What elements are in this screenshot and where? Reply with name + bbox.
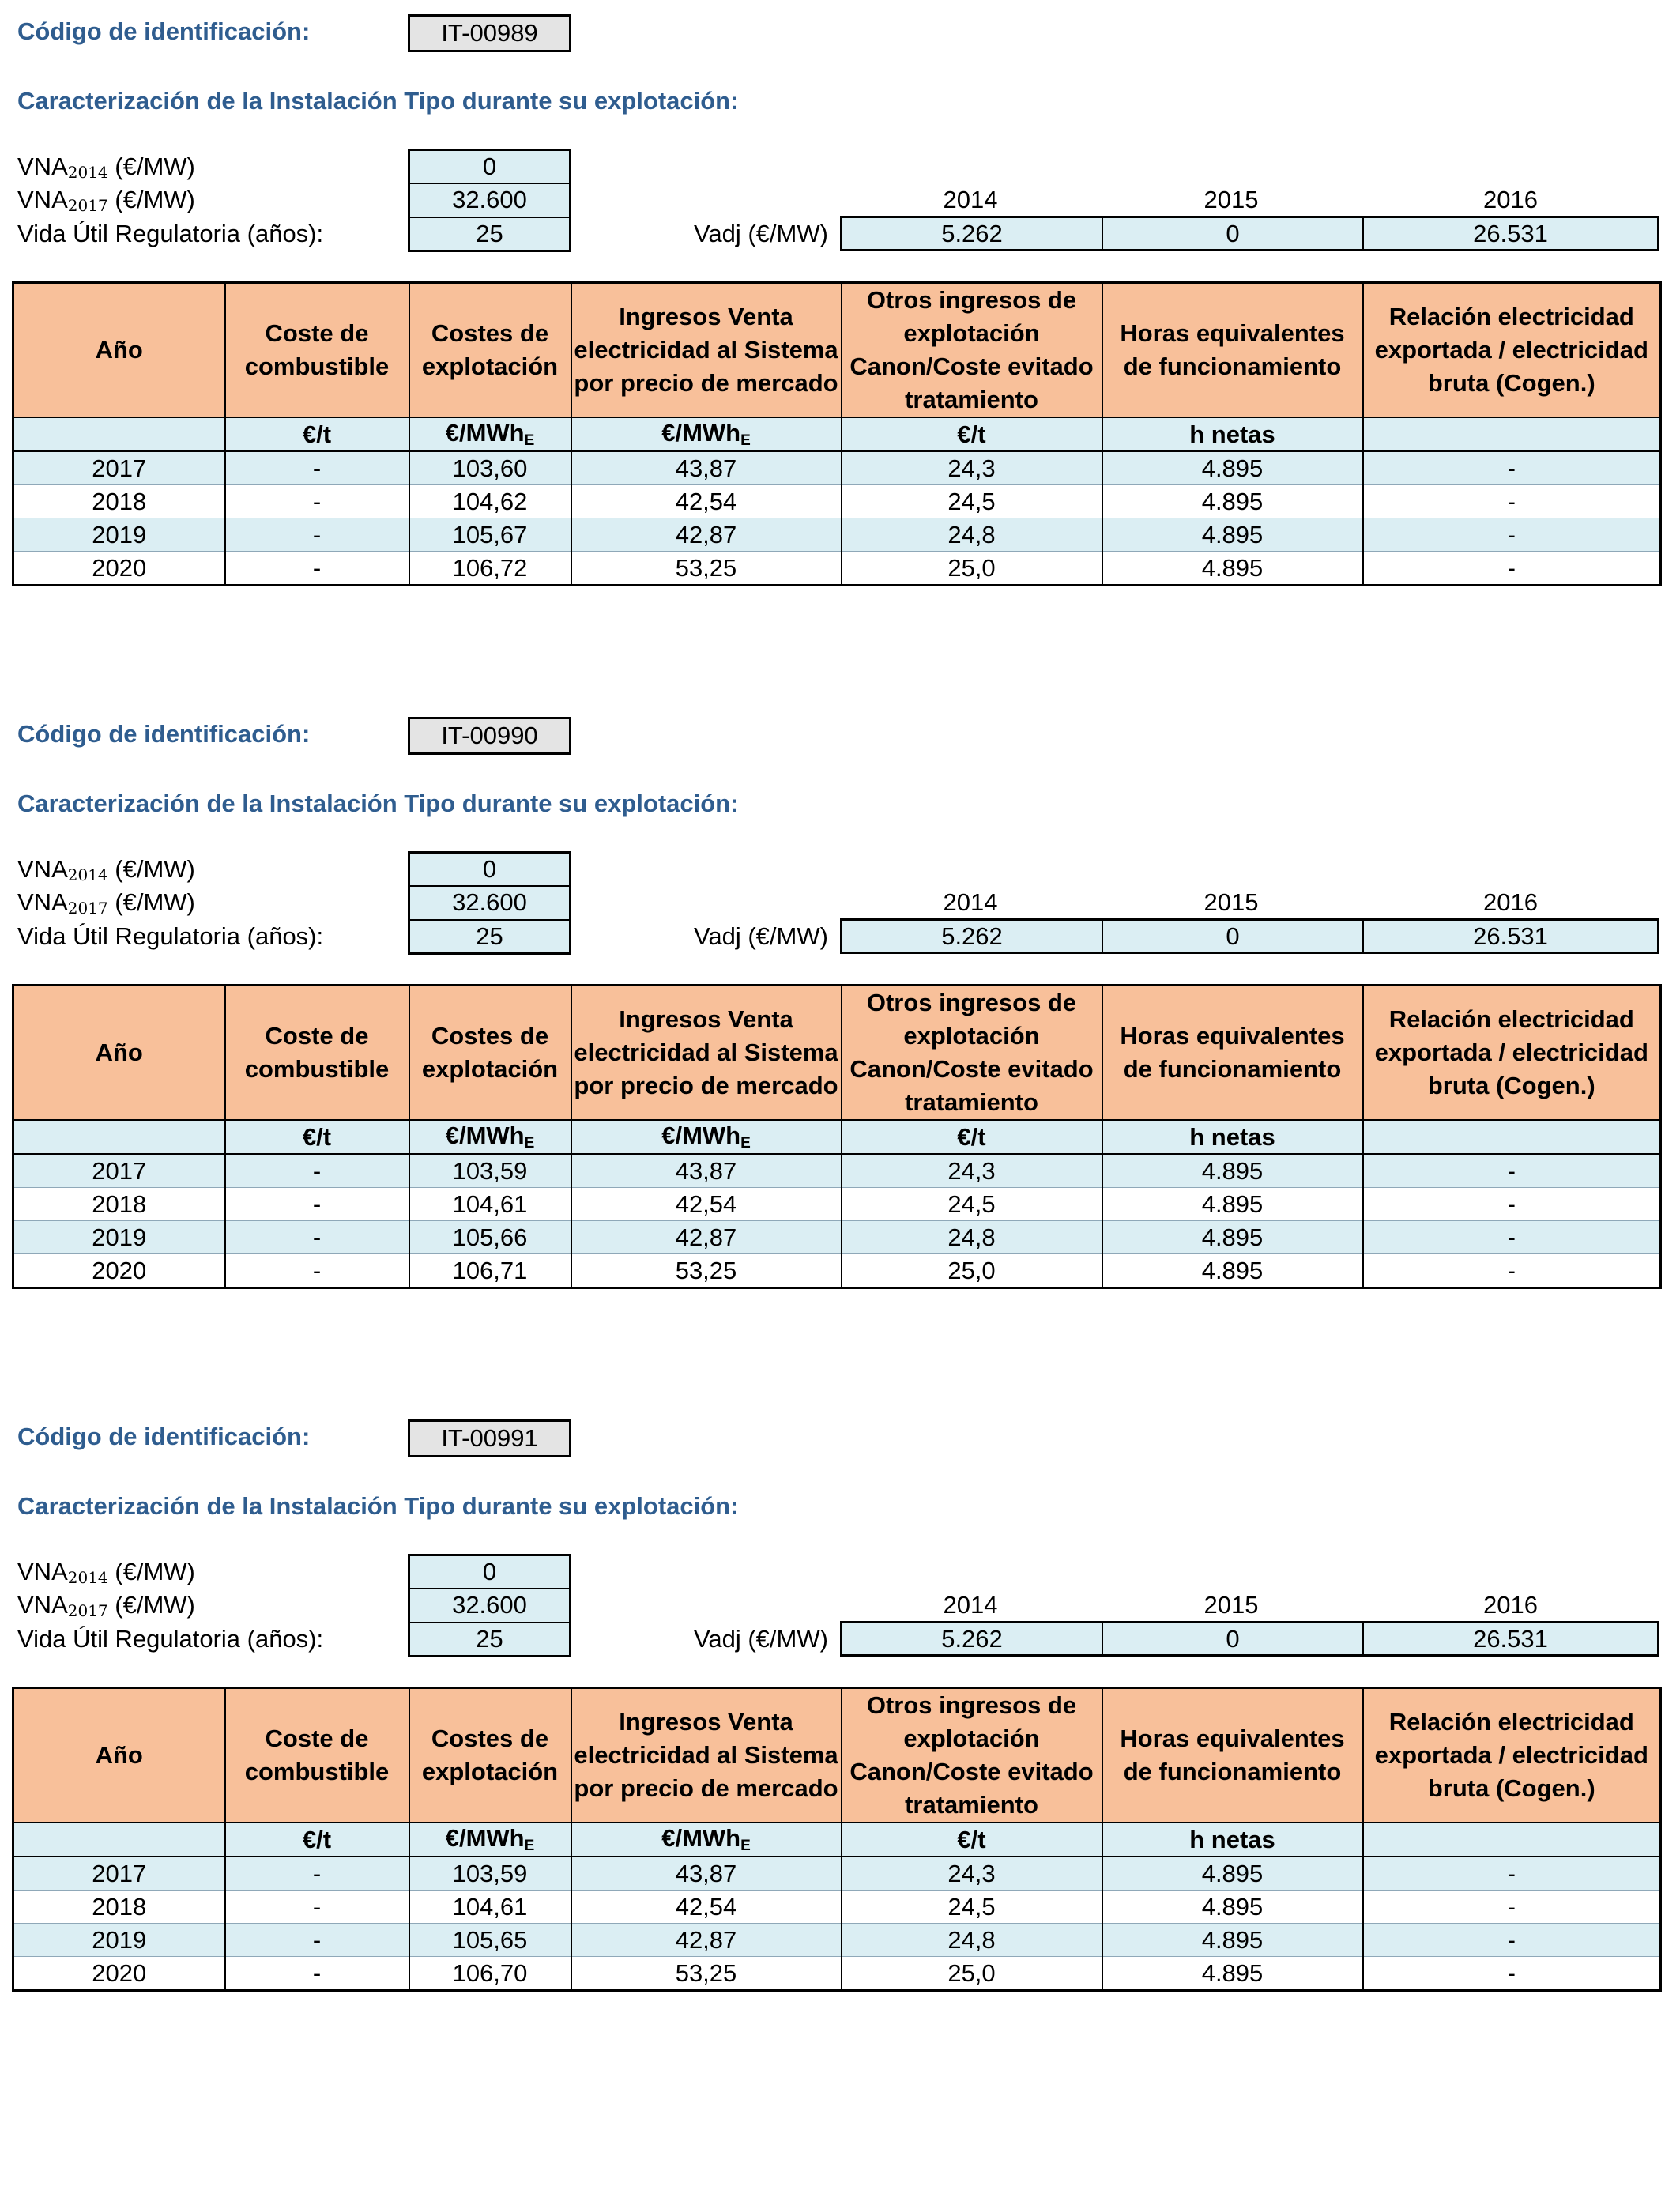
table-cell: 43,87 xyxy=(571,1154,842,1188)
table-cell: - xyxy=(1363,1957,1661,1991)
unit-explotacion: €/MWh$_E$ xyxy=(409,1823,571,1857)
table-cell: 24,3 xyxy=(842,1857,1102,1891)
table-row xyxy=(13,1891,1661,1924)
table-cell: 105,67 xyxy=(409,518,571,552)
table-cell: 104,61 xyxy=(409,1891,571,1924)
table-cell: 25,0 xyxy=(842,552,1102,586)
vida-util-value: 25 xyxy=(476,922,503,950)
table-cell: 24,8 xyxy=(842,1221,1102,1254)
header-costes-explotacion: Costes de explotación xyxy=(409,986,571,1121)
header-otros-ingresos: Otros ingresos de explotación Canon/Coste evitado tratamiento xyxy=(842,1688,1102,1823)
table-cell: 24,5 xyxy=(842,1188,1102,1221)
table-cell: 2017 xyxy=(13,451,225,485)
unit-ingresos: €/MWh$_E$ xyxy=(571,417,842,451)
table-cell: 2017 xyxy=(13,1154,225,1188)
table-cell: - xyxy=(225,451,409,485)
table-cell: 25,0 xyxy=(842,1254,1102,1288)
header-relacion-electricidad: Relación electricidad exportada / electricidad bruta (Cogen.) xyxy=(1363,986,1661,1121)
header-otros-ingresos: Otros ingresos de explotación Canon/Coste evitado tratamiento xyxy=(842,283,1102,418)
unit-horas: h netas xyxy=(1102,1120,1363,1154)
table-cell: 42,54 xyxy=(571,1188,842,1221)
vadj-label: Vadj (€/MW) xyxy=(694,220,828,247)
vna2017-value: 32.600 xyxy=(410,184,569,217)
codigo-value: IT-00990 xyxy=(408,717,571,755)
vna-values-box xyxy=(408,1554,571,1657)
table-row xyxy=(13,552,1661,586)
table-cell: - xyxy=(1363,1857,1661,1891)
caracterizacion-heading: Caracterización de la Instalación Tipo durante su explotación: xyxy=(17,790,739,817)
header-ingresos-venta: Ingresos Venta electricidad al Sistema por precio de mercado xyxy=(571,283,842,418)
table-cell: 2019 xyxy=(13,518,225,552)
table-cell: - xyxy=(225,1154,409,1188)
table-row xyxy=(13,485,1661,518)
table-cell: 105,65 xyxy=(409,1924,571,1957)
vna2014-label: $VNA_{2014}$ (€/MW) xyxy=(17,1558,195,1587)
vna2017-value: 32.600 xyxy=(410,887,569,920)
vida-util-value: 25 xyxy=(476,219,503,247)
year-2015-label: 2015 xyxy=(1203,888,1259,916)
table-cell: 43,87 xyxy=(571,451,842,485)
unit-otros: €/t xyxy=(842,417,1102,451)
vna2014-value: 0 xyxy=(410,1556,569,1589)
unit-relacion xyxy=(1363,1823,1661,1857)
table-row xyxy=(13,518,1661,552)
unit-combustible: €/t xyxy=(225,1120,409,1154)
caracterizacion-heading: Caracterización de la Instalación Tipo durante su explotación: xyxy=(17,1492,739,1520)
table-cell: 2017 xyxy=(13,1857,225,1891)
header-ingresos-venta: Ingresos Venta electricidad al Sistema por precio de mercado xyxy=(571,1688,842,1823)
vadj-2015-value: 0 xyxy=(1103,218,1364,249)
table-units-row xyxy=(13,417,1661,451)
table-row xyxy=(13,1254,1661,1288)
year-2014-label: 2014 xyxy=(943,1591,998,1619)
vna2014-value: 0 xyxy=(410,151,569,184)
table-cell: 25,0 xyxy=(842,1957,1102,1991)
header-horas-equivalentes: Horas equivalentes de funcionamiento xyxy=(1102,283,1363,418)
unit-horas: h netas xyxy=(1102,417,1363,451)
table-cell: 2018 xyxy=(13,1891,225,1924)
table-cell: - xyxy=(1363,1924,1661,1957)
vna2017-label: $VNA_{2017}$ (€/MW) xyxy=(17,1591,195,1620)
vna-values-box xyxy=(408,149,571,252)
vadj-2016-value: 26.531 xyxy=(1473,219,1548,247)
explotacion-table xyxy=(12,984,1662,1289)
header-ingresos-venta: Ingresos Venta electricidad al Sistema por precio de mercado xyxy=(571,986,842,1121)
table-cell: 42,87 xyxy=(571,1221,842,1254)
table-header-row xyxy=(13,986,1661,1121)
caracterizacion-heading: Caracterización de la Instalación Tipo durante su explotación: xyxy=(17,87,739,115)
table-units-row xyxy=(13,1120,1661,1154)
unit-otros: €/t xyxy=(842,1823,1102,1857)
table-cell: - xyxy=(1363,1221,1661,1254)
table-cell: 104,62 xyxy=(409,485,571,518)
table-cell: 24,5 xyxy=(842,485,1102,518)
table-cell: - xyxy=(225,1188,409,1221)
table-cell: 42,87 xyxy=(571,1924,842,1957)
table-cell: 4.895 xyxy=(1102,1957,1363,1991)
table-cell: - xyxy=(1363,485,1661,518)
vida-util-label: Vida Útil Regulatoria (años): xyxy=(17,922,324,950)
table-cell: 2020 xyxy=(13,1957,225,1991)
unit-ingresos: €/MWh$_E$ xyxy=(571,1823,842,1857)
table-cell: 2018 xyxy=(13,485,225,518)
installation-section-1 xyxy=(0,0,1680,703)
unit-combustible: €/t xyxy=(225,417,409,451)
table-cell: 106,72 xyxy=(409,552,571,586)
year-2015-label: 2015 xyxy=(1203,186,1259,213)
explotacion-table xyxy=(12,281,1662,586)
vadj-2016-value: 26.531 xyxy=(1473,922,1548,950)
header-relacion-electricidad: Relación electricidad exportada / electricidad bruta (Cogen.) xyxy=(1363,1688,1661,1823)
table-header-row xyxy=(13,1688,1661,1823)
year-2014-label: 2014 xyxy=(943,888,998,916)
vadj-values-row xyxy=(840,918,1659,954)
table-row xyxy=(13,1154,1661,1188)
vadj-label: Vadj (€/MW) xyxy=(694,922,828,950)
unit-anio xyxy=(13,1120,225,1154)
table-cell: - xyxy=(1363,552,1661,586)
table-cell: 24,8 xyxy=(842,1924,1102,1957)
vna2017-label: $VNA_{2017}$ (€/MW) xyxy=(17,186,195,215)
table-cell: - xyxy=(225,1924,409,1957)
table-cell: 4.895 xyxy=(1102,1924,1363,1957)
table-row xyxy=(13,1957,1661,1991)
vadj-2015-value: 0 xyxy=(1103,921,1364,952)
year-2016-label: 2016 xyxy=(1483,888,1538,916)
vadj-2016-value: 26.531 xyxy=(1473,1624,1548,1653)
table-units-row xyxy=(13,1823,1661,1857)
table-cell: 4.895 xyxy=(1102,1221,1363,1254)
unit-horas: h netas xyxy=(1102,1823,1363,1857)
table-cell: 4.895 xyxy=(1102,1254,1363,1288)
table-cell: 24,3 xyxy=(842,1154,1102,1188)
table-cell: 42,54 xyxy=(571,485,842,518)
year-2016-label: 2016 xyxy=(1483,186,1538,213)
table-cell: 103,59 xyxy=(409,1154,571,1188)
table-cell: 53,25 xyxy=(571,1957,842,1991)
table-row xyxy=(13,1188,1661,1221)
header-coste-combustible: Coste de combustible xyxy=(225,1688,409,1823)
installation-section-3 xyxy=(0,1405,1680,2109)
vida-util-label: Vida Útil Regulatoria (años): xyxy=(17,220,324,247)
table-cell: 42,87 xyxy=(571,518,842,552)
header-anio: Año xyxy=(13,986,225,1121)
vadj-2015-value: 0 xyxy=(1103,1623,1364,1654)
table-cell: 104,61 xyxy=(409,1188,571,1221)
codigo-label: Código de identificación: xyxy=(17,720,311,748)
vadj-values-row xyxy=(840,216,1659,251)
table-cell: 106,70 xyxy=(409,1957,571,1991)
header-costes-explotacion: Costes de explotación xyxy=(409,283,571,418)
table-cell: 2019 xyxy=(13,1221,225,1254)
year-2015-label: 2015 xyxy=(1203,1591,1259,1619)
header-coste-combustible: Coste de combustible xyxy=(225,986,409,1121)
vna2017-value: 32.600 xyxy=(410,1589,569,1623)
table-cell: 24,8 xyxy=(842,518,1102,552)
table-cell: 4.895 xyxy=(1102,518,1363,552)
vna2014-label: $VNA_{2014}$ (€/MW) xyxy=(17,855,195,884)
unit-otros: €/t xyxy=(842,1120,1102,1154)
codigo-label: Código de identificación: xyxy=(17,1423,311,1450)
unit-relacion xyxy=(1363,1120,1661,1154)
table-cell: - xyxy=(225,1957,409,1991)
table-cell: 42,54 xyxy=(571,1891,842,1924)
table-cell: - xyxy=(225,1254,409,1288)
table-cell: - xyxy=(225,518,409,552)
vna-values-box xyxy=(408,851,571,955)
vadj-values-row xyxy=(840,1621,1659,1657)
explotacion-table xyxy=(12,1687,1662,1992)
vadj-2014-value: 5.262 xyxy=(842,1623,1103,1654)
table-cell: 4.895 xyxy=(1102,485,1363,518)
table-cell: - xyxy=(225,552,409,586)
header-anio: Año xyxy=(13,283,225,418)
installation-section-2 xyxy=(0,703,1680,1406)
header-coste-combustible: Coste de combustible xyxy=(225,283,409,418)
unit-explotacion: €/MWh$_E$ xyxy=(409,417,571,451)
vida-util-label: Vida Útil Regulatoria (años): xyxy=(17,1625,324,1653)
unit-ingresos: €/MWh$_E$ xyxy=(571,1120,842,1154)
table-cell: 2020 xyxy=(13,1254,225,1288)
table-cell: 106,71 xyxy=(409,1254,571,1288)
table-cell: 2020 xyxy=(13,552,225,586)
header-horas-equivalentes: Horas equivalentes de funcionamiento xyxy=(1102,1688,1363,1823)
header-relacion-electricidad: Relación electricidad exportada / electricidad bruta (Cogen.) xyxy=(1363,283,1661,418)
vida-util-value: 25 xyxy=(476,1624,503,1653)
codigo-value: IT-00991 xyxy=(408,1419,571,1457)
table-cell: - xyxy=(1363,518,1661,552)
vadj-2014-value: 5.262 xyxy=(842,921,1103,952)
table-cell: 4.895 xyxy=(1102,1891,1363,1924)
codigo-label: Código de identificación: xyxy=(17,17,311,45)
table-cell: - xyxy=(225,485,409,518)
table-cell: 103,59 xyxy=(409,1857,571,1891)
table-cell: 4.895 xyxy=(1102,451,1363,485)
table-cell: 103,60 xyxy=(409,451,571,485)
table-cell: - xyxy=(225,1891,409,1924)
header-otros-ingresos: Otros ingresos de explotación Canon/Coste evitado tratamiento xyxy=(842,986,1102,1121)
table-cell: - xyxy=(1363,1254,1661,1288)
table-cell: 43,87 xyxy=(571,1857,842,1891)
unit-anio xyxy=(13,417,225,451)
table-cell: 2019 xyxy=(13,1924,225,1957)
codigo-value: IT-00989 xyxy=(408,14,571,52)
unit-anio xyxy=(13,1823,225,1857)
table-row xyxy=(13,1857,1661,1891)
unit-combustible: €/t xyxy=(225,1823,409,1857)
header-horas-equivalentes: Horas equivalentes de funcionamiento xyxy=(1102,986,1363,1121)
unit-explotacion: €/MWh$_E$ xyxy=(409,1120,571,1154)
table-cell: 24,3 xyxy=(842,451,1102,485)
table-cell: - xyxy=(1363,1154,1661,1188)
vadj-2014-value: 5.262 xyxy=(842,218,1103,249)
table-row xyxy=(13,451,1661,485)
year-2016-label: 2016 xyxy=(1483,1591,1538,1619)
table-cell: - xyxy=(1363,1188,1661,1221)
table-cell: - xyxy=(225,1221,409,1254)
table-cell: 53,25 xyxy=(571,1254,842,1288)
vna2017-label: $VNA_{2017}$ (€/MW) xyxy=(17,888,195,918)
table-cell: 4.895 xyxy=(1102,552,1363,586)
unit-relacion xyxy=(1363,417,1661,451)
vna2014-value: 0 xyxy=(410,854,569,887)
table-row xyxy=(13,1221,1661,1254)
table-cell: 53,25 xyxy=(571,552,842,586)
table-cell: 2018 xyxy=(13,1188,225,1221)
table-cell: 105,66 xyxy=(409,1221,571,1254)
vadj-label: Vadj (€/MW) xyxy=(694,1625,828,1653)
table-cell: 4.895 xyxy=(1102,1857,1363,1891)
table-cell: - xyxy=(1363,451,1661,485)
table-cell: 4.895 xyxy=(1102,1154,1363,1188)
table-row xyxy=(13,1924,1661,1957)
header-costes-explotacion: Costes de explotación xyxy=(409,1688,571,1823)
table-cell: - xyxy=(225,1857,409,1891)
table-cell: - xyxy=(1363,1891,1661,1924)
header-anio: Año xyxy=(13,1688,225,1823)
table-cell: 4.895 xyxy=(1102,1188,1363,1221)
table-header-row xyxy=(13,283,1661,418)
table-cell: 24,5 xyxy=(842,1891,1102,1924)
year-2014-label: 2014 xyxy=(943,186,998,213)
vna2014-label: $VNA_{2014}$ (€/MW) xyxy=(17,153,195,182)
